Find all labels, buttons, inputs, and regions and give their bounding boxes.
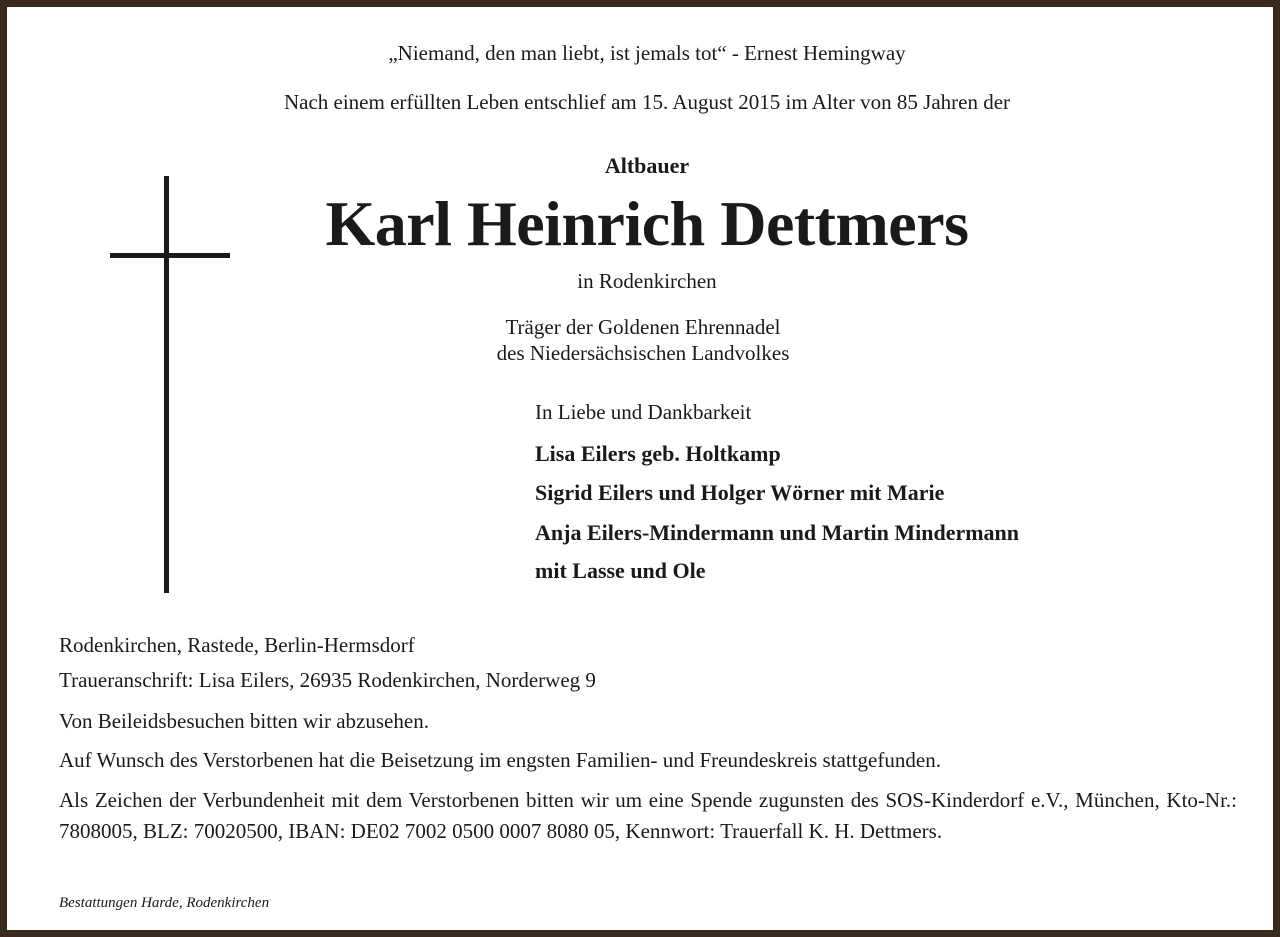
intro-line: Nach einem erfüllten Leben entschlief am 15. August 2015 im Alter von 85 Jahren der bbox=[283, 90, 1011, 114]
honor-line-1: Träger der Goldenen Ehrennadel bbox=[505, 315, 781, 339]
mourner-line: Anja Eilers-Mindermann und Martin Mindermann bbox=[535, 520, 1020, 545]
deceased-name: Karl Heinrich Dettmers bbox=[325, 188, 969, 259]
deceased-place: in Rodenkirchen bbox=[577, 269, 717, 293]
undertaker: Bestattungen Harde, Rodenkirchen bbox=[59, 895, 270, 911]
condolence-note: Von Beileidsbesuchen bitten wir abzusehen. bbox=[59, 709, 429, 733]
honor-line-2: des Niedersächsischen Landvolkes bbox=[496, 341, 790, 365]
mourner-line: mit Lasse und Ole bbox=[535, 558, 706, 583]
quote: „Niemand, den man liebt, ist jemals tot“ - Ernest Hemingway bbox=[388, 41, 906, 65]
deceased-title: Altbauer bbox=[604, 153, 690, 178]
mourner-line: Sigrid Eilers und Holger Wörner mit Marie bbox=[535, 480, 945, 505]
burial-note: Auf Wunsch des Verstorbenen hat die Beisetzung im engsten Familien- und Freundeskreis stattgefunden. bbox=[59, 748, 941, 772]
locations: Rodenkirchen, Rastede, Berlin-Hermsdorf bbox=[59, 633, 415, 657]
mourner-line: Lisa Eilers geb. Holtkamp bbox=[535, 441, 781, 466]
dedication: In Liebe und Dankbarkeit bbox=[535, 400, 752, 424]
mourning-address: Traueranschrift: Lisa Eilers, 26935 Rodenkirchen, Norderweg 9 bbox=[59, 668, 596, 692]
donation-note: Als Zeichen der Verbundenheit mit dem Verstorbenen bitten wir um eine Spende zugunsten des SOS-Kinderdorf e.V., München, Kto-Nr.: 7808005, BLZ: 70020500, IBAN: DE02 7002 0500 0007 8080 05, Kennwort: Trauerfall K. H. Dettmers. bbox=[59, 788, 1237, 843]
